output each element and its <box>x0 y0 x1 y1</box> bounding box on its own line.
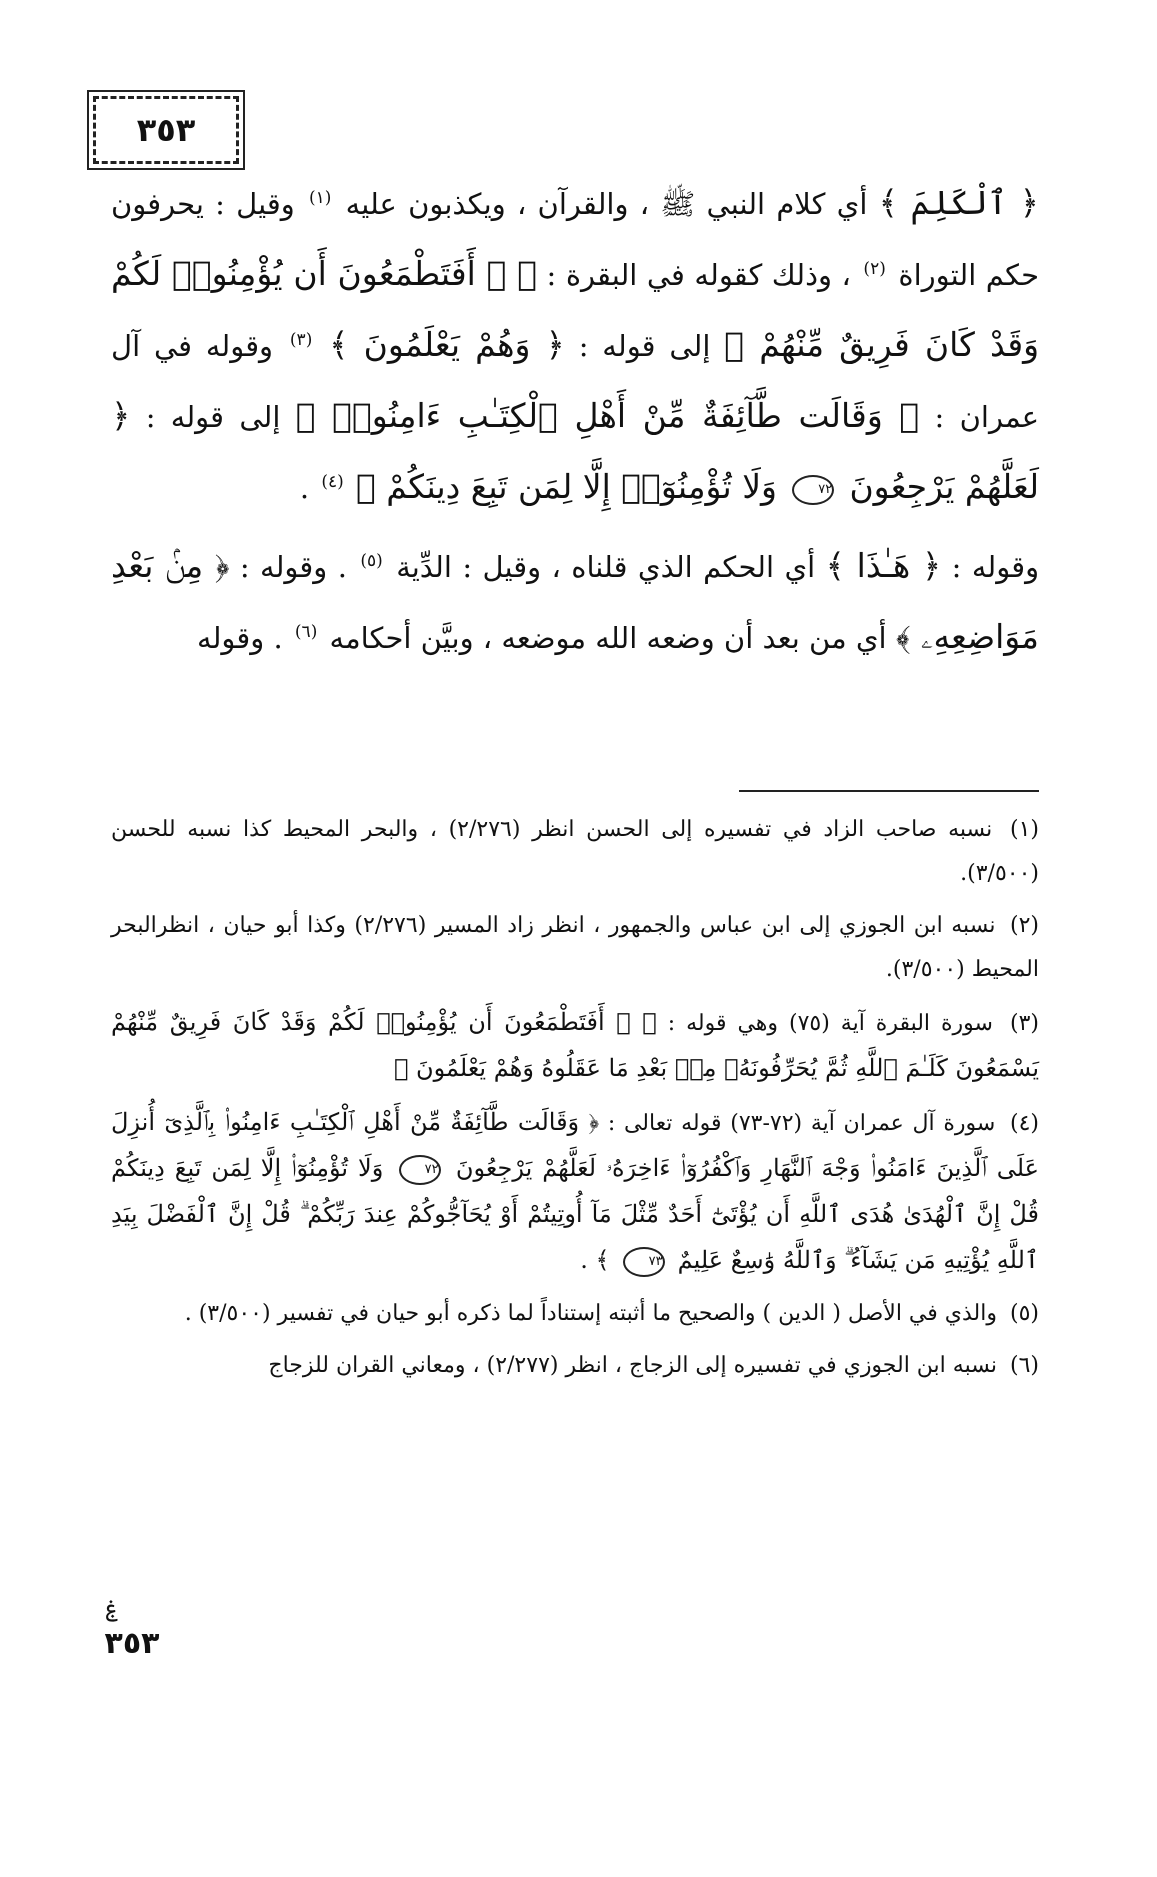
footnote-quran-end: ﴾ . <box>580 1246 610 1274</box>
footnote-number: (٣) <box>1009 1011 1039 1036</box>
footnote-number: (١) <box>1009 817 1039 842</box>
footnote-quran-quote: ﴿ وَقَالَت طَّآئِفَةٌ مِّنْ أَهْلِ ٱلْكِتَـٰبِ ءَامِنُوا۟ بِٱلَّذِىٓ أُنزِلَ عَلَى ٱلَّذِينَ ءَامَنُوا۟ وَجْهَ ٱلنَّهَارِ وَٱكْفُرُوٓا۟ ءَاخِرَهُۥ لَعَلَّهُمْ يَرْجِعُونَ <box>111 1108 1039 1182</box>
footnote-4 <box>111 1100 1039 1284</box>
page-number-bottom: ٣٥٣ <box>104 1626 160 1661</box>
footnote-text: والذي في الأصل ( الدين ) والصحيح ما أثبته إستناداً لما ذكره أبو حيان في تفسير (٣/٥٠٠) . <box>184 1301 997 1326</box>
footnote-quran-quote: ﴿ ۞ أَفَتَطْمَعُونَ أَن يُؤْمِنُوا۟ لَكُمْ وَقَدْ كَانَ فَرِيقٌ مِّنْهُمْ يَسْمَعُونَ كَلَـٰمَ ٱللَّهِ ثُمَّ يُحَرِّفُونَهُۥ مِنۢ بَعْدِ مَا عَقَلُوهُ وَهُمْ يَعْلَمُونَ ﴾ <box>111 1008 1039 1082</box>
footnote-6 <box>111 1344 1039 1388</box>
quran-quote: ﴿ هَـٰذَا ﴾ <box>825 546 942 585</box>
main-paragraph-1 <box>111 168 1039 523</box>
continuation-mark-icon: ۼ <box>105 1596 119 1621</box>
footnote-ref: (٤) <box>321 472 344 493</box>
footnote-2 <box>111 904 1039 992</box>
text-span: . وقوله <box>197 621 283 655</box>
footnote-text: نسبه ابن الجوزي في تفسيره إلى الزجاج ، انظر (٢/٢٧٧) ، ومعاني القران للزجاج <box>268 1353 997 1378</box>
text-span: وقوله في آل عمران : <box>111 329 1040 434</box>
text-span: إلى قوله : <box>578 329 711 363</box>
text-span: أي كلام النبي ﷺ ، والقرآن ، ويكذبون عليه <box>345 187 868 221</box>
text-span: أي الحكم الذي قلناه ، وقيل : الدِّية <box>396 550 816 584</box>
footnote-ref: (١) <box>308 188 332 209</box>
main-paragraph-2 <box>111 531 1039 673</box>
text-span: . <box>299 471 310 505</box>
text-span: وقوله : <box>951 550 1040 584</box>
page-number-top: ٣٥٣ <box>136 111 196 149</box>
main-text <box>111 168 1039 673</box>
footnote-divider <box>739 790 1039 792</box>
quran-quote: ﴿ ۞ أَفَتَطْمَعُونَ أَن يُؤْمِنُوا۟ لَكُمْ وَقَدْ كَانَ فَرِيقٌ مِّنْهُمْ ﴾ <box>111 254 1040 364</box>
footnote-text: سورة آل عمران آية (٧٢-٧٣) قوله تعالى : <box>607 1111 996 1136</box>
ayah-number-icon: ٧٣ <box>623 1247 665 1277</box>
quran-quote: ﴿ وَقَالَت طَّآئِفَةٌ مِّنْ أَهْلِ ٱلْكِتَـٰبِ ءَامِنُوا۟ ﴾ <box>295 396 920 435</box>
text-span: أي من بعد أن وضعه الله موضعه ، وبيَّن أحكامه <box>329 621 887 655</box>
footnote-quran-quote: وَلَا تُؤْمِنُوٓا۟ إِلَّا لِمَن تَبِعَ دِينَكُمْ قُلْ إِنَّ ٱلْهُدَىٰ هُدَى ٱللَّهِ أَن يُؤْتَىٰٓ أَحَدٌ مِّثْلَ مَآ أُوتِيتُمْ أَوْ يُحَآجُّوكُمْ عِندَ رَبِّكُمْ ۗ قُلْ إِنَّ ٱلْفَضْلَ بِيَدِ ٱللَّهِ يُؤْتِيهِ مَن يَشَآءُ ۗ وَٱللَّهُ وَٰسِعٌ عَلِيمٌ <box>111 1154 1039 1274</box>
text-span: إلى قوله : <box>145 400 281 434</box>
page-number-header <box>93 96 239 164</box>
text-span: ، وذلك كقوله في البقرة : <box>546 258 851 292</box>
quran-quote: ﴿ مِنۢ بَعْدِ مَوَاضِعِهِۦ ﴾ <box>111 546 1039 656</box>
text-span: وقيل : يحرفون حكم التوراة <box>111 187 1040 292</box>
footnote-text: نسبه صاحب الزاد في تفسيره إلى الحسن انظر (٢/٢٧٦) ، والبحر المحيط كذا نسبه للحسن (٣/٥٠٠). <box>111 817 1039 886</box>
quran-quote: ﴿ وَهُمْ يَعْلَمُونَ ﴾ <box>329 325 565 364</box>
footnote-ref: (٢) <box>863 259 886 280</box>
quran-quote: وَلَا تُؤْمِنُوٓا۟ إِلَّا لِمَن تَبِعَ دِينَكُمْ ﴾ <box>356 467 777 506</box>
footnote-number: (٢) <box>1009 913 1039 938</box>
footnote-number: (٥) <box>1009 1301 1039 1326</box>
ayah-number-icon: ٧٢ <box>399 1155 441 1185</box>
footnotes <box>111 808 1039 1396</box>
quran-quote: ﴿ لَعَلَّهُمْ يَرْجِعُونَ <box>111 396 1039 506</box>
ayah-number-icon: ٧٢ <box>792 475 834 505</box>
footnote-text: سورة البقرة آية (٧٥) وهي قوله : <box>667 1011 993 1036</box>
text-span: . وقوله : <box>239 550 347 584</box>
footnote-number: (٦) <box>1009 1353 1039 1378</box>
footnote-number: (٤) <box>1010 1111 1040 1136</box>
footnote-ref: (٥) <box>360 551 383 572</box>
footnote-ref: (٦) <box>294 622 318 643</box>
footnote-1 <box>111 808 1039 896</box>
footnote-ref: (٣) <box>289 330 313 351</box>
quran-quote: ﴿ ٱلْكَلِمَ ﴾ <box>878 183 1039 222</box>
footnote-5 <box>111 1292 1039 1336</box>
footnote-3 <box>111 1000 1039 1092</box>
footnote-text: نسبه ابن الجوزي إلى ابن عباس والجمهور ، انظر زاد المسير (٢/٢٧٦) وكذا أبو حيان ، انظرالبحر المحيط (٣/٥٠٠). <box>111 913 1039 982</box>
